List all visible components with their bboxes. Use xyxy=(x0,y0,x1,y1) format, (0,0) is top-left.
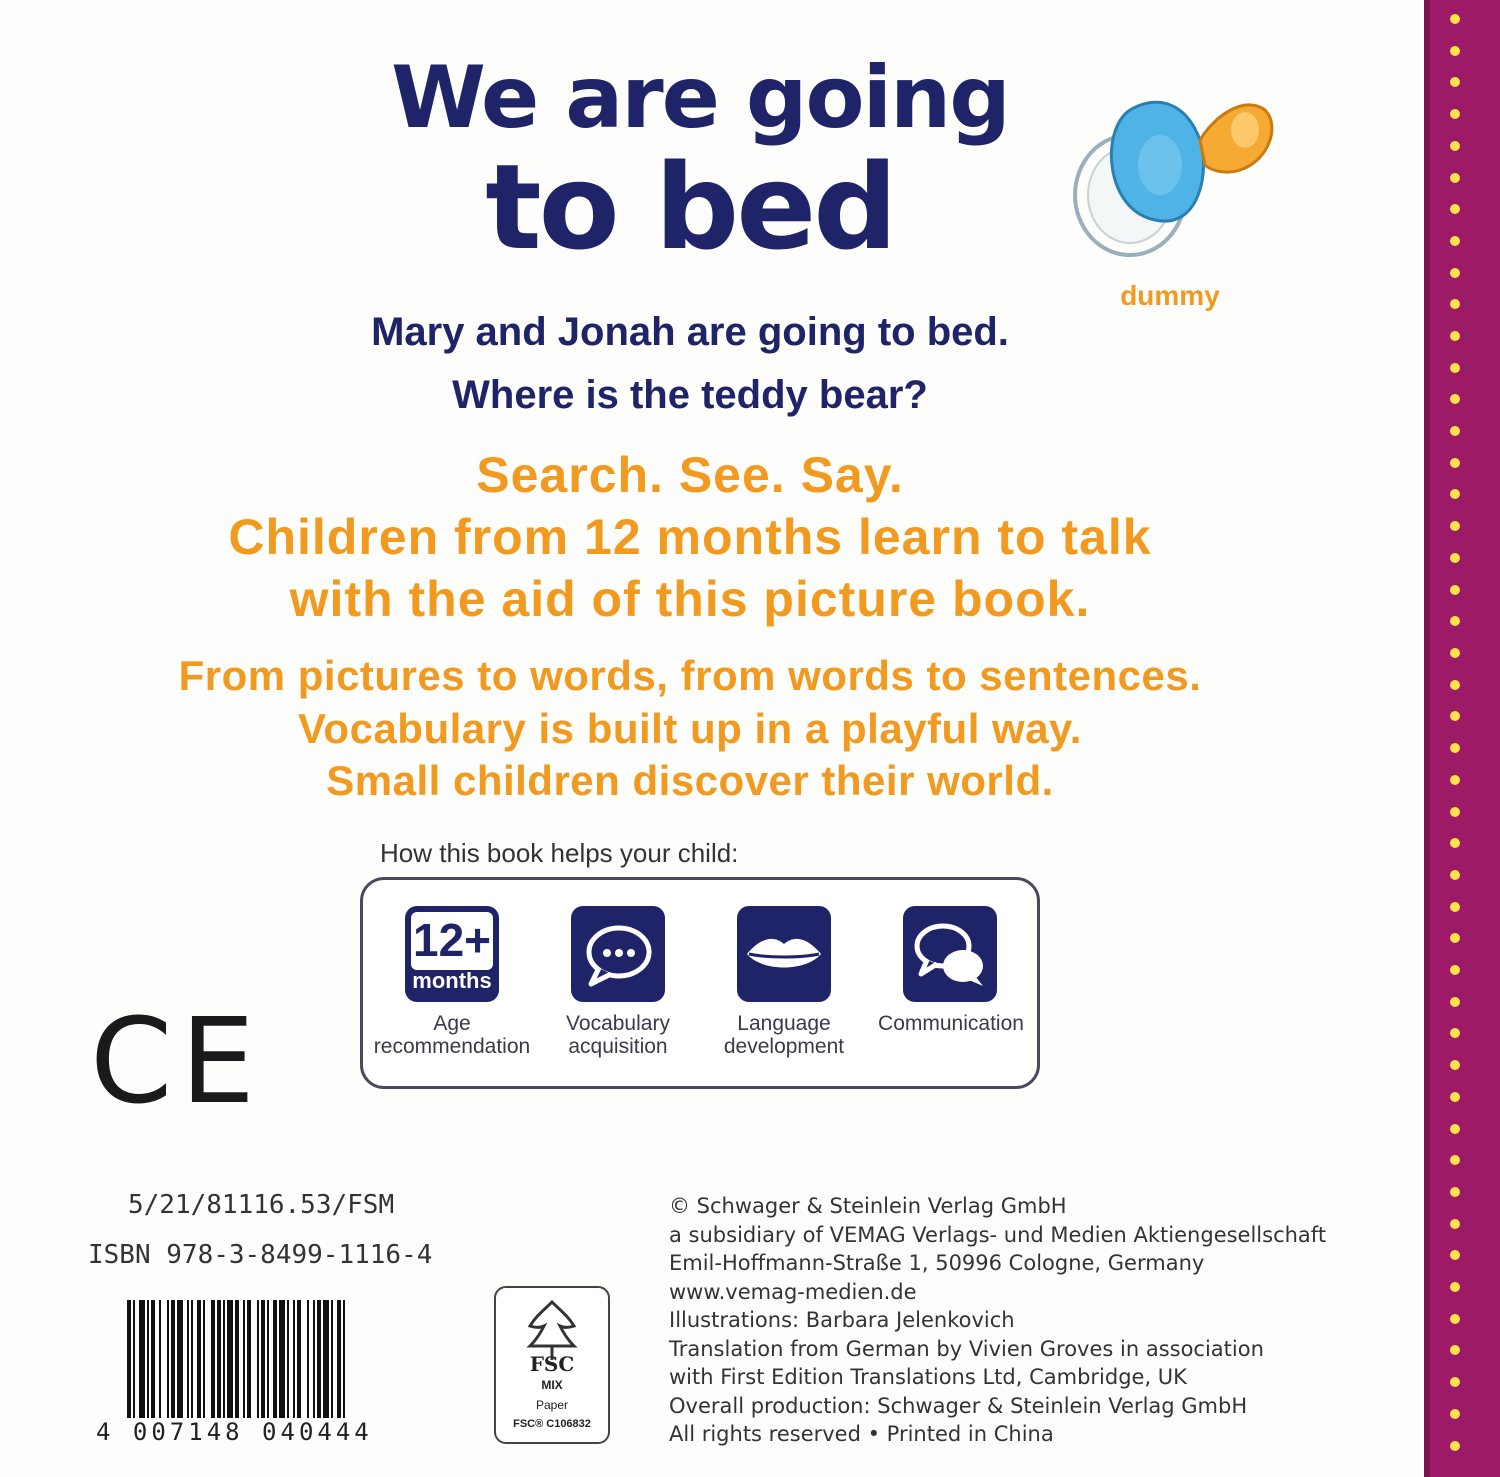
barcode-bar xyxy=(223,1300,225,1418)
dummy-pacifier-illustration xyxy=(1060,70,1290,270)
barcode-bar xyxy=(261,1300,265,1418)
barcode-bar xyxy=(147,1300,149,1418)
spine-dot xyxy=(1450,1409,1460,1419)
spine-dot xyxy=(1450,997,1460,1007)
spine-dot xyxy=(1450,838,1460,848)
imprint-line: www.vemag-medien.de xyxy=(669,1279,917,1304)
barcode-bar xyxy=(171,1300,175,1418)
barcode-bar xyxy=(297,1300,301,1418)
spine-dot xyxy=(1450,363,1460,373)
spine-dot xyxy=(1450,775,1460,785)
imprint-line: Translation from German by Vivien Groves in association xyxy=(669,1336,1264,1361)
spine-dot xyxy=(1450,1345,1460,1355)
spine-dot xyxy=(1450,1060,1460,1070)
imprint xyxy=(669,1192,1326,1449)
caption-language xyxy=(694,1012,874,1058)
barcode-bar xyxy=(313,1300,315,1418)
barcode-bar xyxy=(191,1300,193,1418)
fsc-logo xyxy=(494,1286,610,1444)
barcode-bar xyxy=(127,1300,131,1418)
barcode-bar xyxy=(197,1300,201,1418)
spine-dot xyxy=(1450,743,1460,753)
imprint-line: © Schwager & Steinlein Verlag GmbH xyxy=(669,1194,1067,1218)
caption-age xyxy=(362,1012,542,1058)
imprint-line: with First Edition Translations Ltd, Cambridge, UK xyxy=(669,1365,1187,1389)
speech-bubble-icon xyxy=(571,906,665,1002)
spine-dot xyxy=(1450,1314,1460,1324)
barcode-bar xyxy=(243,1300,245,1418)
spine-dot xyxy=(1450,1219,1460,1229)
spine xyxy=(1424,0,1500,1477)
spine-dot xyxy=(1450,489,1460,499)
benefits-line-1: From pictures to words, from words to sentences. xyxy=(178,652,1202,699)
caption-age-line-2: recommendation xyxy=(373,1035,531,1059)
barcode-bar xyxy=(317,1300,321,1418)
caption-communication-line-1: Communication xyxy=(878,1012,1024,1035)
spine-dot xyxy=(1450,141,1460,151)
product-code: 5/21/81116.53/FSM xyxy=(128,1190,395,1220)
ce-mark: CE xyxy=(90,992,263,1130)
spine-dot xyxy=(1450,46,1460,56)
barcode-bar xyxy=(187,1300,189,1418)
spine-dot xyxy=(1450,14,1460,24)
spine-dot xyxy=(1450,299,1460,309)
spine-dot xyxy=(1450,933,1460,943)
spine-dot xyxy=(1450,394,1460,404)
barcode-bar xyxy=(287,1300,289,1418)
barcode-bar xyxy=(257,1300,259,1418)
spine-dot xyxy=(1450,173,1460,183)
barcode-bar xyxy=(227,1300,233,1418)
spine-dot xyxy=(1450,331,1460,341)
barcode-bar xyxy=(167,1300,169,1418)
barcode-digits: 4 007148 040444 xyxy=(96,1418,373,1446)
spine-dot xyxy=(1450,680,1460,690)
spine-dot xyxy=(1450,1187,1460,1197)
spine-dot xyxy=(1450,585,1460,595)
spine-dot xyxy=(1450,870,1460,880)
spine-dot xyxy=(1450,1441,1460,1451)
barcode-bar xyxy=(307,1300,309,1418)
barcode-bar xyxy=(343,1300,345,1418)
barcode-bar xyxy=(159,1300,161,1418)
fsc-code: FSC® C106832 xyxy=(513,1418,591,1430)
spine-dot xyxy=(1450,1028,1460,1038)
spine-dot xyxy=(1450,236,1460,246)
barcode-bar xyxy=(151,1300,155,1418)
spine-dot xyxy=(1450,1092,1460,1102)
barcode-bar xyxy=(279,1300,285,1418)
barcode-bar xyxy=(293,1300,295,1418)
spine-dot xyxy=(1450,268,1460,278)
barcode-bar xyxy=(273,1300,277,1418)
tagline-line-3: with the aid of this picture book. xyxy=(289,571,1091,627)
barcode-bar xyxy=(331,1300,333,1418)
benefits-line-3: Small children discover their world. xyxy=(326,757,1054,804)
intro-line-2: Where is the teddy bear? xyxy=(452,373,928,417)
imprint-line: a subsidiary of VEMAG Verlags- und Medien Aktiengesellschaft xyxy=(669,1222,1327,1247)
spine-dot xyxy=(1450,616,1460,626)
imprint-line: Emil-Hoffmann-Straße 1, 50996 Cologne, Germany xyxy=(669,1251,1205,1275)
spine-dot xyxy=(1450,109,1460,119)
imprint-line: Illustrations: Barbara Jelenkovich xyxy=(669,1308,1015,1332)
benefits-line-2: Vocabulary is built up in a playful way. xyxy=(298,705,1082,752)
title-line-2: to bed xyxy=(485,138,895,276)
spine-dot xyxy=(1450,77,1460,87)
age-12-months-icon xyxy=(405,906,499,1002)
barcode-bar xyxy=(133,1300,135,1418)
age-badge-top: 12+ xyxy=(412,914,492,966)
tagline-line-2: Children from 12 months learn to talk xyxy=(228,509,1152,565)
caption-communication xyxy=(861,1012,1041,1035)
fsc-name: FSC xyxy=(529,1352,575,1376)
barcode-bar xyxy=(247,1300,251,1418)
conversation-bubbles-icon xyxy=(903,906,997,1002)
fsc-type: MIX xyxy=(541,1378,563,1392)
age-badge-bottom: months xyxy=(412,968,492,993)
title-line-1: We are going xyxy=(391,48,1009,148)
spine-dot xyxy=(1450,458,1460,468)
spine-dot xyxy=(1450,1250,1460,1260)
barcode-bar xyxy=(211,1300,215,1418)
imprint-line: All rights reserved • Printed in China xyxy=(669,1422,1054,1446)
spine-dot xyxy=(1450,521,1460,531)
spine-dot xyxy=(1450,711,1460,721)
isbn: ISBN 978-3-8499-1116-4 xyxy=(88,1240,433,1270)
barcode-bar xyxy=(177,1300,183,1418)
barcode-bar xyxy=(235,1300,239,1418)
tagline-line-1: Search. See. Say. xyxy=(476,447,904,503)
spine-dot xyxy=(1450,648,1460,658)
lips-icon xyxy=(737,906,831,1002)
spine-dot xyxy=(1450,204,1460,214)
barcode xyxy=(125,1300,425,1418)
barcode-bar xyxy=(337,1300,341,1418)
spine-dot xyxy=(1450,426,1460,436)
caption-age-line-1: Age xyxy=(433,1012,471,1035)
fsc-material: Paper xyxy=(535,1398,569,1412)
helps-heading: How this book helps your child: xyxy=(380,838,739,868)
spine-dot xyxy=(1450,1124,1460,1134)
caption-vocabulary xyxy=(528,1012,708,1058)
spine-edge xyxy=(1424,0,1430,1477)
caption-language-line-2: development xyxy=(723,1035,845,1059)
barcode-bar xyxy=(323,1300,329,1418)
barcode-bar xyxy=(139,1300,145,1418)
barcode-bar xyxy=(267,1300,269,1418)
spine-dot xyxy=(1450,553,1460,563)
barcode-bar xyxy=(217,1300,221,1418)
caption-language-line-1: Language xyxy=(737,1012,831,1035)
caption-vocabulary-line-2: acquisition xyxy=(568,1035,668,1059)
spine-dot xyxy=(1450,1282,1460,1292)
barcode-bar xyxy=(203,1300,205,1418)
dummy-label: dummy xyxy=(1120,280,1220,311)
spine-dot xyxy=(1450,965,1460,975)
intro-line-1: Mary and Jonah are going to bed. xyxy=(371,310,1009,354)
spine-dot xyxy=(1450,902,1460,912)
spine-dot xyxy=(1450,1377,1460,1387)
spine-dot xyxy=(1450,1155,1460,1165)
spine-dot xyxy=(1450,807,1460,817)
imprint-line: Overall production: Schwager & Steinlein Verlag GmbH xyxy=(669,1393,1248,1418)
caption-vocabulary-line-1: Vocabulary xyxy=(566,1012,670,1035)
